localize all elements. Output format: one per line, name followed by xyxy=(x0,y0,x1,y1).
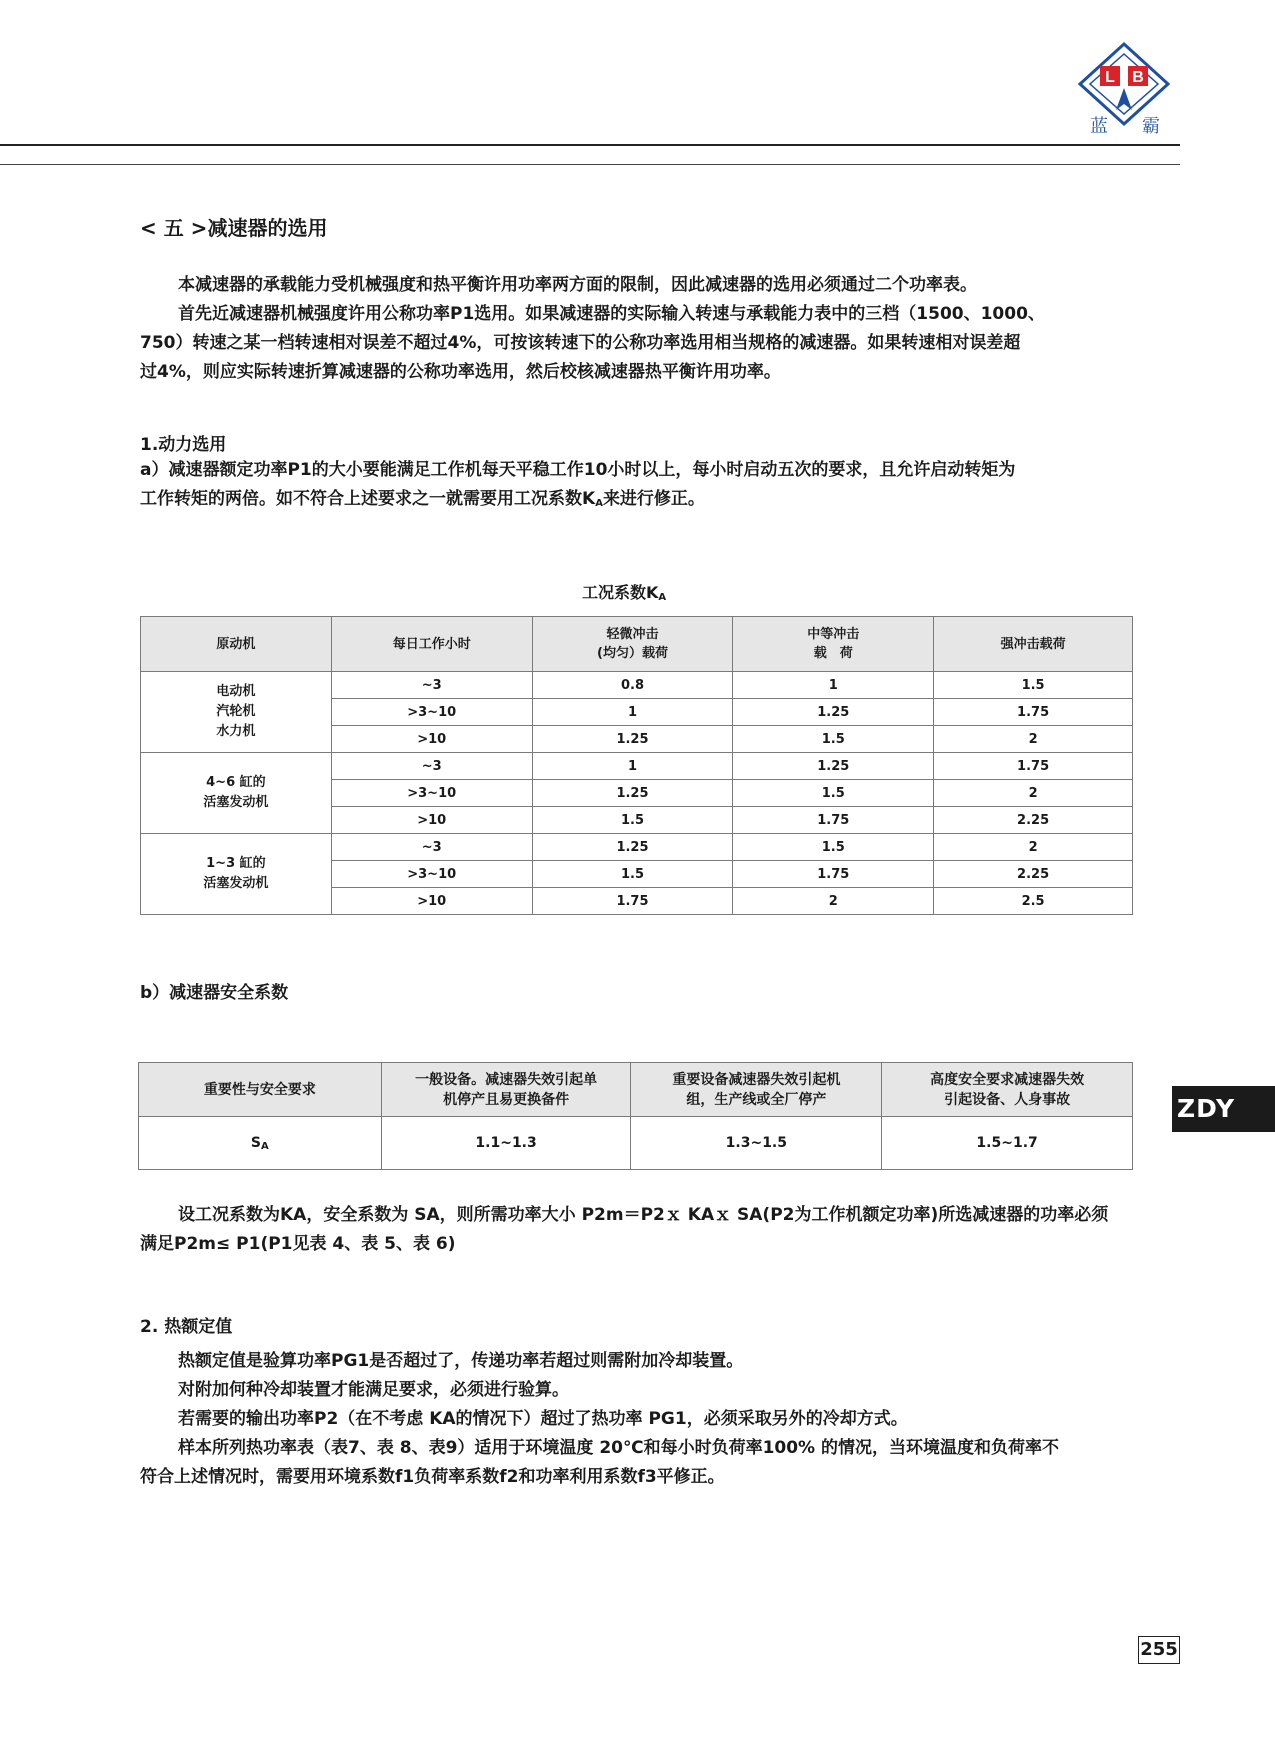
formula-line2: 满足P2m≤ P1(P1见表 4、表 5、表 6) xyxy=(140,1234,456,1254)
table-cell: >3~10 xyxy=(331,861,532,888)
logo-letter-l: L xyxy=(1105,69,1115,86)
table-cell: >3~10 xyxy=(331,780,532,807)
table-cell: 1.5 xyxy=(934,672,1133,699)
table-cell: 2.5 xyxy=(934,888,1133,915)
power-a-line2: 工作转矩的两倍。如不符合上述要求之一就需要用工况系数$K_A$来进行修正。 xyxy=(140,489,705,509)
table-cell: >3~10 xyxy=(331,699,532,726)
table-cell: 2 xyxy=(934,834,1133,861)
header-rule-thick xyxy=(0,144,1180,146)
thermal-paragraph xyxy=(140,1347,1140,1492)
table-cell: ~3 xyxy=(331,753,532,780)
table-header-row xyxy=(139,1063,1133,1117)
logo-char-left: 蓝 xyxy=(1090,116,1108,136)
table-cell: 1.5 xyxy=(733,834,934,861)
table-cell: 1 xyxy=(532,753,733,780)
logo-char-right: 霸 xyxy=(1142,116,1160,136)
row-label-sa: $S_A$ xyxy=(139,1117,382,1170)
section-title: < 五 >减速器的选用 xyxy=(140,216,328,240)
table-cell: 1.75 xyxy=(733,807,934,834)
intro-p2-line1: 首先近减速器机械强度许用公称功率P1选用。如果减速器的实际输入转速与承载能力表中的三档（1500、1000、 xyxy=(178,304,1045,324)
power-heading: 1.动力选用 xyxy=(140,435,227,455)
power-a-line1: a）减速器额定功率P1的大小要能满足工作机每天平稳工作10小时以上，每小时启动五次的要求，且允许启动转矩为 xyxy=(140,460,1016,480)
page-number: 255 xyxy=(1138,1636,1180,1664)
table-cell: 2.25 xyxy=(934,861,1133,888)
table-cell: ~3 xyxy=(331,672,532,699)
table-row xyxy=(141,753,1133,780)
intro-p1: 本减速器的承载能力受机械强度和热平衡许用功率两方面的限制，因此减速器的选用必须通过二个功率表。 xyxy=(178,275,977,295)
thermal-line2: 对附加何种冷却装置才能满足要求，必须进行验算。 xyxy=(178,1380,569,1400)
power-paragraph xyxy=(140,456,1140,518)
thermal-line5: 符合上述情况时，需要用环境系数f1负荷率系数f2和功率利用系数f3平修正。 xyxy=(140,1467,725,1487)
intro-p2-line2: 750）转速之某一档转速相对误差不超过4%，可按该转速下的公称功率选用相当规格的减速器。如果转速相对误差超 xyxy=(140,333,1021,353)
table-cell: 1.75 xyxy=(934,753,1133,780)
table-cell: 1 xyxy=(733,672,934,699)
table-cell: 1 xyxy=(532,699,733,726)
table-cell: >10 xyxy=(331,726,532,753)
table-cell: 2.25 xyxy=(934,807,1133,834)
table-cell: 1.75 xyxy=(934,699,1133,726)
header-daily-hours: 每日工作小时 xyxy=(331,617,532,672)
table-cell: 1.5 xyxy=(532,861,733,888)
header-prime-mover: 原动机 xyxy=(141,617,332,672)
table-cell: 1.25 xyxy=(532,834,733,861)
intro-p2-line3: 过4%，则应实际转速折算减速器的公称功率选用，然后校核减速器热平衡许用功率。 xyxy=(140,362,781,382)
intro-paragraph xyxy=(140,271,1140,387)
prime-mover-group: 4~6 缸的 活塞发动机 xyxy=(141,753,332,834)
brand-logo xyxy=(1072,40,1176,136)
safety-table xyxy=(138,1062,1133,1170)
table-cell: 1.5 xyxy=(532,807,733,834)
prime-mover-group: 1~3 缸的 活塞发动机 xyxy=(141,834,332,915)
table-row xyxy=(139,1117,1133,1170)
table-cell: >10 xyxy=(331,807,532,834)
thermal-heading: 2. 热额定值 xyxy=(140,1317,233,1337)
logo-letter-b: B xyxy=(1132,69,1144,86)
table-cell: 2 xyxy=(733,888,934,915)
table-cell: 1.25 xyxy=(733,753,934,780)
table-row xyxy=(141,834,1133,861)
table-cell: 1.75 xyxy=(532,888,733,915)
table-cell: 1.5~1.7 xyxy=(882,1117,1133,1170)
header-light-shock: 轻微冲击 (均匀）载荷 xyxy=(532,617,733,672)
header-important-equipment: 重要设备减速器失效引起机 组，生产线或全厂停产 xyxy=(631,1063,882,1117)
thermal-line1: 热额定值是验算功率PG1是否超过了，传递功率若超过则需附加冷却装置。 xyxy=(178,1351,744,1371)
header-rule-thin xyxy=(0,164,1180,165)
table-cell: 1.3~1.5 xyxy=(631,1117,882,1170)
table-cell: 1.5 xyxy=(733,726,934,753)
table-cell: 1.5 xyxy=(733,780,934,807)
header-importance: 重要性与安全要求 xyxy=(139,1063,382,1117)
formula-paragraph xyxy=(140,1201,1140,1259)
header-medium-shock: 中等冲击 载 荷 xyxy=(733,617,934,672)
table-cell: ~3 xyxy=(331,834,532,861)
safety-heading: b）减速器安全系数 xyxy=(140,983,289,1003)
table-cell: >10 xyxy=(331,888,532,915)
table-cell: 0.8 xyxy=(532,672,733,699)
ka-table xyxy=(140,616,1133,915)
thermal-line4: 样本所列热功率表（表7、表 8、表9）适用于环境温度 20℃和每小时负荷率100% 的情况，当环境温度和负荷率不 xyxy=(178,1438,1060,1458)
table-cell: 1.1~1.3 xyxy=(381,1117,631,1170)
table-header-row xyxy=(141,617,1133,672)
table-cell: 1.75 xyxy=(733,861,934,888)
table-row xyxy=(141,672,1133,699)
header-high-safety: 高度安全要求减速器失效 引起设备、人身事故 xyxy=(882,1063,1133,1117)
prime-mover-group: 电动机 汽轮机 水力机 xyxy=(141,672,332,753)
header-general-equipment: 一般设备。减速器失效引起单 机停产且易更换备件 xyxy=(381,1063,631,1117)
thermal-line3: 若需要的输出功率P2（在不考虑 KA的情况下）超过了热功率 PG1，必须采取另外的冷却方式。 xyxy=(178,1409,908,1429)
table-cell: 1.25 xyxy=(733,699,934,726)
formula-line1: 设工况系数为KA，安全系数为 SA，则所需功率大小 P2m＝P2ｘ KAｘ SA(P2为工作机额定功率)所选减速器的功率必须 xyxy=(178,1205,1109,1225)
side-tab-zdy: ZDY xyxy=(1172,1086,1275,1132)
table-cell: 1.25 xyxy=(532,780,733,807)
header-heavy-shock: 强冲击载荷 xyxy=(934,617,1133,672)
ka-table-caption: 工况系数$K_A$ xyxy=(582,583,667,603)
table-cell: 2 xyxy=(934,726,1133,753)
table-cell: 1.25 xyxy=(532,726,733,753)
table-cell: 2 xyxy=(934,780,1133,807)
